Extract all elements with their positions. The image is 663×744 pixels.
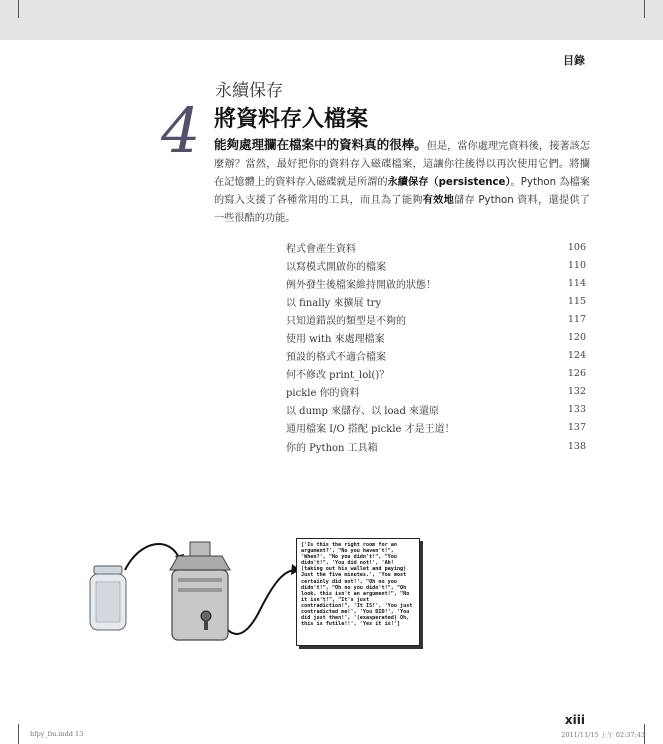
toc-entry-title: 以 dump 來儲存、以 load 來還原 <box>286 406 440 418</box>
intro-text: 但是，當你處理完資料後，接著該怎麼辦？當然，最好把你的資料存入磁碟檔案，這讓你往後得以再次使用它們。將攔在記憶體上的資料存入磁碟就是所謂的 <box>214 141 590 188</box>
chapter-number: 4 <box>161 94 201 167</box>
running-header: 目錄 <box>563 54 585 67</box>
toc-entry[interactable] <box>286 238 586 256</box>
table-of-contents <box>286 238 586 455</box>
intro-term: 有效地 <box>422 195 455 206</box>
timestamp-slug: 2011/11/15 上午 02:37:43 <box>561 731 645 739</box>
toc-entry[interactable] <box>286 437 586 455</box>
toc-entry-page: 106 <box>567 241 586 253</box>
toc-entry-title: 通用檔案 I/O 搭配 pickle 才是王道！ <box>286 424 455 436</box>
toc-entry-page: 132 <box>567 386 586 398</box>
toc-entry-page: 117 <box>567 313 586 325</box>
toc-entry-title: pickle 你的資料 <box>286 388 360 400</box>
page-number: xiii <box>564 713 585 727</box>
file-slug: hfpy_fm.indd 13 <box>30 730 84 738</box>
toc-entry-page: 138 <box>567 440 586 452</box>
toc-entry-page: 124 <box>567 350 586 362</box>
toc-entry-title: 以寫模式開啟你的檔案 <box>286 261 386 273</box>
crop-mark <box>644 0 645 18</box>
intro-text: 儲存 Python 資料，還提供了一些很酷的功能。 <box>214 195 591 224</box>
crop-mark <box>18 724 19 744</box>
chapter-intro <box>214 136 590 228</box>
toc-entry[interactable] <box>286 383 586 401</box>
toc-entry-page: 115 <box>567 295 586 307</box>
toc-entry[interactable] <box>286 256 586 274</box>
toc-entry[interactable] <box>286 292 586 310</box>
toc-entry-title: 預設的格式不適合檔案 <box>286 352 386 364</box>
intro-lead: 能夠處理攔在檔案中的資料真的很棒。 <box>214 137 427 152</box>
intro-text: 。Python 為檔案的寫入支援了各種常用的工具，而且為了能夠 <box>214 177 590 206</box>
toc-entry-page: 120 <box>567 332 586 344</box>
toc-entry-page: 126 <box>567 368 586 380</box>
toc-entry-page: 137 <box>567 422 586 434</box>
toc-entry-title: 使用 with 來處理檔案 <box>286 334 385 346</box>
pickle-machine-icon <box>170 542 230 640</box>
toc-entry[interactable] <box>286 310 586 328</box>
top-bleed-bar <box>0 0 663 40</box>
toc-entry-title: 你的 Python 工具箱 <box>286 442 378 454</box>
toc-entry[interactable] <box>286 274 586 292</box>
toc-entry-title: 例外發生後檔案維持開啟的狀態！ <box>286 279 436 291</box>
crop-mark <box>18 0 19 18</box>
toc-entry-title: 只知道錯誤的類型是不夠的 <box>286 315 406 327</box>
intro-term: 永續保存（persistence） <box>387 177 511 188</box>
jar-icon <box>90 566 126 630</box>
toc-entry-page: 110 <box>567 259 586 271</box>
toc-entry-title: 何不修改 print_lol()？ <box>286 370 390 382</box>
toc-entry[interactable] <box>286 419 586 437</box>
chapter-title: 將資料存入檔案 <box>214 107 369 132</box>
toc-entry-title: 以 finally 來擴展 try <box>286 297 382 309</box>
toc-entry-title: 程式會產生資料 <box>286 243 356 255</box>
pickled-data-paper: ['Is this the right room for an argument?', "No you haven't!", 'When?', "No you didn't!", "You didn't!", 'You did not!', 'Ah! (taking out his wallet and paying) Just the five minutes.', 'You most certainly did not!', "Oh no you didn't!", "Oh no you didn't!", "Oh look, this isn't an argument!", "No it isn't!", "It's just contradiction!", 'It IS!', 'You just contradicted me!', 'You DID!', 'You did just then!', '(exasperated) Oh, this is futile!!', 'Yes it is!'] <box>296 538 420 646</box>
toc-entry[interactable] <box>286 365 586 383</box>
chapter-kicker: 永續保存 <box>215 81 283 101</box>
toc-entry[interactable] <box>286 401 586 419</box>
toc-entry[interactable] <box>286 347 586 365</box>
toc-entry[interactable] <box>286 328 586 346</box>
toc-entry-page: 133 <box>567 404 586 416</box>
toc-entry-page: 114 <box>567 277 586 289</box>
